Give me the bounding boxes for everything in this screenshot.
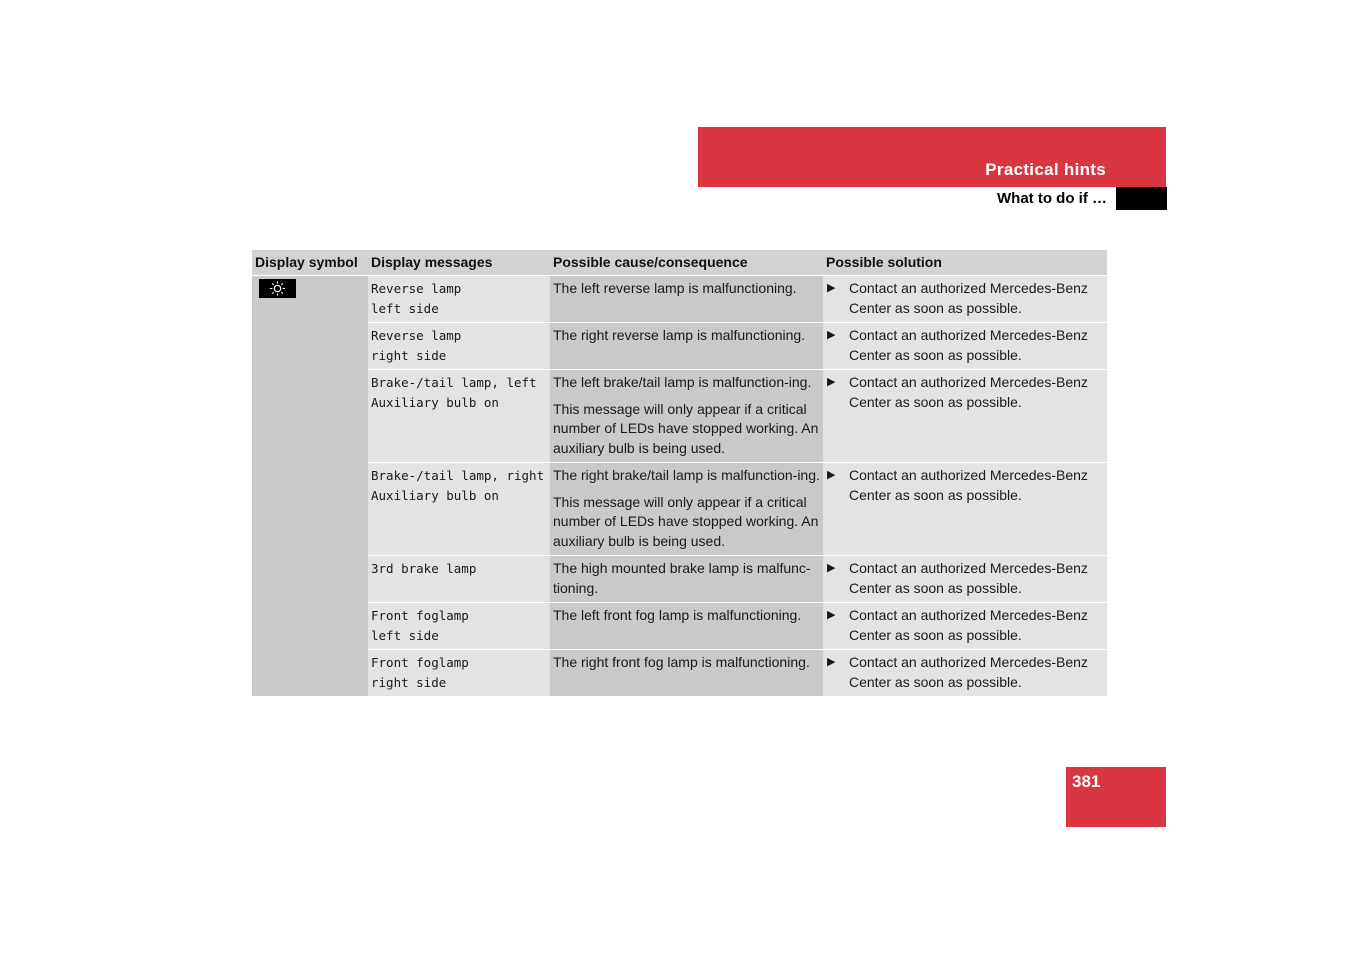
- solution-text: [849, 373, 1088, 412]
- display-message-line: Auxiliary bulb on: [371, 394, 499, 410]
- cause-paragraph: This message will only appear if a critical number of LEDs have stopped working. An auxiliary bulb is being used.: [553, 400, 819, 456]
- table-header-row: [252, 250, 1107, 276]
- possible-cause-cell: [550, 603, 823, 650]
- display-message-cell: [368, 603, 550, 650]
- solution-text: [849, 559, 1088, 598]
- display-message-line: Front foglamp: [371, 608, 469, 623]
- display-message-cell: [368, 650, 550, 697]
- display-message-line: Brake-/tail lamp, right: [371, 468, 545, 483]
- solution-text: [849, 326, 1088, 365]
- table-body: [252, 276, 1107, 697]
- display-message-line: Brake-/tail lamp, left: [371, 375, 537, 390]
- cause-paragraph: The right brake/tail lamp is malfunction-ing.: [553, 467, 820, 483]
- table-row: [252, 370, 1107, 463]
- solution-line: Center as soon as possible.: [849, 626, 1022, 643]
- solution-line: Center as soon as possible.: [849, 393, 1022, 410]
- solution-text: [849, 466, 1088, 505]
- display-message-line: Auxiliary bulb on: [371, 487, 499, 503]
- solution-text: [849, 606, 1088, 645]
- cause-paragraph: The right reverse lamp is malfunctioning.: [553, 327, 806, 343]
- display-message-line: Reverse lamp: [371, 328, 462, 343]
- table-row: [252, 650, 1107, 697]
- solution-line: Contact an authorized Mercedes-Benz: [849, 374, 1088, 390]
- solution-line: Contact an authorized Mercedes-Benz: [849, 654, 1088, 670]
- possible-cause-cell: [550, 650, 823, 697]
- possible-cause-cell: [550, 370, 823, 463]
- column-header-solution: Possible solution: [823, 250, 1107, 276]
- bullet-arrow-icon: ▶: [827, 609, 836, 621]
- column-header-cause: Possible cause/consequence: [550, 250, 823, 276]
- display-message-line: Reverse lamp: [371, 281, 462, 296]
- solution-line: Center as soon as possible.: [849, 346, 1022, 363]
- solution-line: Contact an authorized Mercedes-Benz: [849, 467, 1088, 483]
- display-message-cell: [368, 323, 550, 370]
- solution-line: Center as soon as possible.: [849, 579, 1022, 596]
- display-message-cell: [368, 276, 550, 323]
- display-message-cell: [368, 556, 550, 603]
- table-row: [252, 276, 1107, 323]
- bullet-arrow-icon: ▶: [827, 376, 836, 388]
- cause-paragraph: The left brake/tail lamp is malfunction-ing.: [553, 374, 812, 390]
- possible-solution-cell: [823, 463, 1107, 556]
- display-message-cell: [368, 370, 550, 463]
- cause-paragraph: The high mounted brake lamp is malfunc-tioning.: [553, 560, 811, 596]
- solution-line: Center as soon as possible.: [849, 673, 1022, 690]
- display-message-cell: [368, 463, 550, 556]
- cause-paragraph: This message will only appear if a critical number of LEDs have stopped working. An auxiliary bulb is being used.: [553, 493, 819, 549]
- light-bulb-icon: [259, 279, 296, 298]
- solution-line: Center as soon as possible.: [849, 299, 1022, 316]
- display-message-line: left side: [371, 627, 439, 643]
- solution-line: Center as soon as possible.: [849, 486, 1022, 503]
- possible-solution-cell: [823, 603, 1107, 650]
- section-tab-marker: [1116, 187, 1167, 210]
- solution-line: Contact an authorized Mercedes-Benz: [849, 607, 1088, 623]
- display-message-line: left side: [371, 300, 439, 316]
- bullet-arrow-icon: ▶: [827, 562, 836, 574]
- table-row: [252, 323, 1107, 370]
- possible-cause-cell: [550, 323, 823, 370]
- bullet-arrow-icon: ▶: [827, 469, 836, 481]
- column-header-symbol: Display symbol: [252, 250, 368, 276]
- solution-line: Contact an authorized Mercedes-Benz: [849, 327, 1088, 343]
- possible-solution-cell: [823, 323, 1107, 370]
- possible-solution-cell: [823, 650, 1107, 697]
- cause-paragraph: The right front fog lamp is malfunctioning.: [553, 654, 810, 670]
- display-message-line: Front foglamp: [371, 655, 469, 670]
- table-row: [252, 603, 1107, 650]
- possible-cause-cell: [550, 556, 823, 603]
- cause-paragraph: The left front fog lamp is malfunctioning.: [553, 607, 802, 623]
- possible-cause-cell: [550, 463, 823, 556]
- page-number-band: [1066, 767, 1166, 827]
- display-symbol-cell: [252, 276, 368, 697]
- table-row: [252, 556, 1107, 603]
- bullet-arrow-icon: ▶: [827, 282, 836, 294]
- table-row: [252, 463, 1107, 556]
- display-message-line: right side: [371, 674, 447, 690]
- solution-text: [849, 279, 1088, 318]
- solution-line: Contact an authorized Mercedes-Benz: [849, 280, 1088, 296]
- display-message-line: 3rd brake lamp: [371, 561, 477, 576]
- possible-solution-cell: [823, 370, 1107, 463]
- possible-solution-cell: [823, 556, 1107, 603]
- solution-text: [849, 653, 1088, 692]
- message-table: [252, 250, 1107, 697]
- section-title: Practical hints: [985, 160, 1106, 179]
- page-number: 381: [1072, 772, 1101, 791]
- possible-solution-cell: [823, 276, 1107, 323]
- bullet-arrow-icon: ▶: [827, 656, 836, 668]
- section-header-band: [698, 127, 1166, 187]
- possible-cause-cell: [550, 276, 823, 323]
- solution-line: Contact an authorized Mercedes-Benz: [849, 560, 1088, 576]
- bullet-arrow-icon: ▶: [827, 329, 836, 341]
- display-message-line: right side: [371, 347, 447, 363]
- cause-paragraph: The left reverse lamp is malfunctioning.: [553, 280, 797, 296]
- subsection-title: What to do if …: [997, 190, 1107, 207]
- column-header-messages: Display messages: [368, 250, 550, 276]
